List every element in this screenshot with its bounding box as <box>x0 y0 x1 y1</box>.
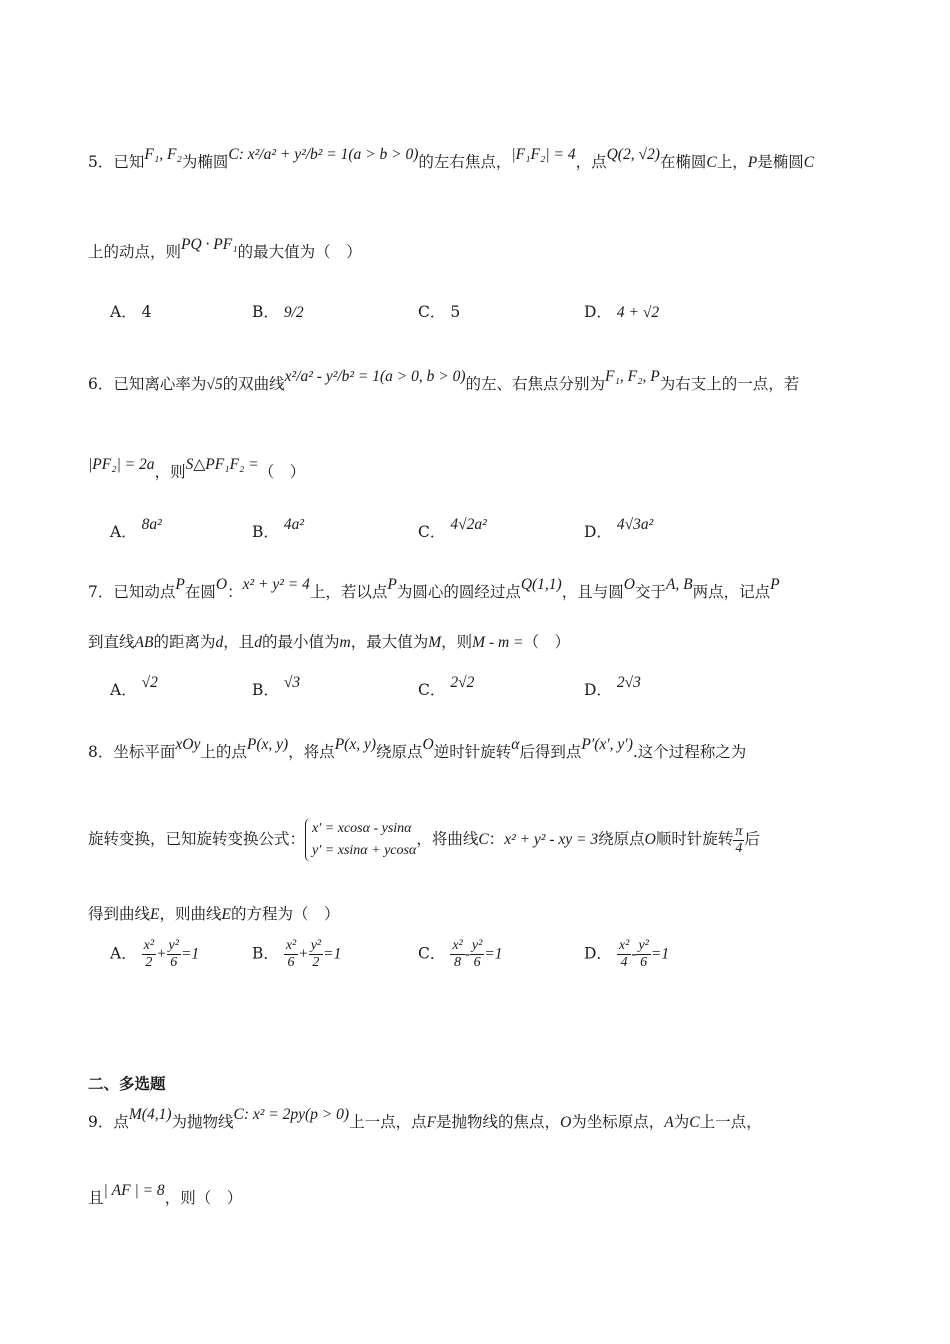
q5-option-a[interactable]: A． 4 <box>110 303 152 321</box>
q5-option-d[interactable]: D． 4 + √2 <box>584 303 660 321</box>
q8-line1: 8．坐标平面xOy上的点P(x, y)，将点P(x, y)绕原点O逆时针旋转α后得到点P′(x′, y′).这个过程称之为 <box>88 736 747 761</box>
q8-line3: 得到曲线E，则曲线E的方程为（ ） <box>88 905 340 923</box>
q8-option-d[interactable]: D． $\frac{\text{x²}}{4}$ - $\frac{\text{y²}}{6}$ =1 <box>584 938 670 970</box>
q7-option-b[interactable]: B． √3 <box>252 674 301 699</box>
q5-line1: 5．已知F₁, F₂为椭圆C: x²/a² + y²/b² = 1(a > b > 0)的左右焦点，|F₁F₂| = 4，点Q(2, √2)在椭圆C上，P是椭圆C <box>88 146 815 171</box>
q9-line1: 9．点M(4,1)为抛物线C: x² = 2py(p > 0)上一点，点F是抛物线的焦点，O为坐标原点，A为C上一点， <box>88 1106 762 1131</box>
q8-option-a[interactable]: A． $\frac{\text{x²}}{2}$ + $\frac{\text{y²}}{6}$ =1 <box>110 938 200 970</box>
q9-line2: 且| AF | = 8，则（ ） <box>88 1182 243 1207</box>
q7-line1: 7．已知动点P在圆O：x² + y² = 4上，若以点P为圆心的圆经过点Q(1,1)，且与圆O交于A, B两点，记点P <box>88 576 780 601</box>
q7-line2: 到直线AB的距离为d，且d的最小值为m，最大值为M，则M - m =（ ） <box>88 633 571 651</box>
q7-option-c[interactable]: C． 2√2 <box>418 674 475 699</box>
q5-line2: 上的动点，则PQ · PF₁的最大值为（ ） <box>88 236 362 261</box>
q5-ellipse: C: x²/a² + y²/b² = 1(a > b > 0) <box>228 146 419 163</box>
q6-line2: |PF₂| = 2a，则S△PF₁F₂ =（ ） <box>88 456 306 481</box>
q6-option-a[interactable]: A． 8a² <box>110 516 162 541</box>
q8-option-b[interactable]: B． $\frac{\text{x²}}{6}$ + $\frac{\text{y²}}{2}$ =1 <box>252 938 342 970</box>
q6-option-d[interactable]: D． 4√3a² <box>584 516 654 541</box>
q7-option-a[interactable]: A． √2 <box>110 674 158 699</box>
section-title: 二、多选题 <box>88 1075 166 1093</box>
q6-option-c[interactable]: C． 4√2a² <box>418 516 487 541</box>
q7-option-d[interactable]: D． 2√3 <box>584 674 641 699</box>
rotation-formula: x′ = xcosα - ysinα y′ = xsinα + ycosα <box>305 818 416 862</box>
q6-option-b[interactable]: B． 4a² <box>252 516 304 541</box>
q6-hyperbola: x²/a² - y²/b² = 1(a > 0, b > 0) <box>284 368 466 385</box>
q6-line1: 6．已知离心率为√5的双曲线x²/a² - y²/b² = 1(a > 0, b > 0)的左、右焦点分别为F₁, F₂, P为右支上的一点，若 <box>88 368 800 393</box>
q5-option-b[interactable]: B． 9/2 <box>252 303 304 321</box>
pi-over-4: $\frac{\pi}{4}$ <box>735 823 743 856</box>
q8-line2: 旋转变换，已知旋转变换公式：x′ = xcosα - ysinα y′ = xsinα + ycosα，将曲线C：x² + y² - xy = 3绕原点O顺时针旋转 $\frac{\pi}{4}$ 后 <box>88 818 890 862</box>
q8-option-c[interactable]: C． $\frac{\text{x²}}{8}$ - $\frac{\text{y²}}{6}$ =1 <box>418 938 503 970</box>
q5-option-c[interactable]: C． 5 <box>418 303 461 321</box>
